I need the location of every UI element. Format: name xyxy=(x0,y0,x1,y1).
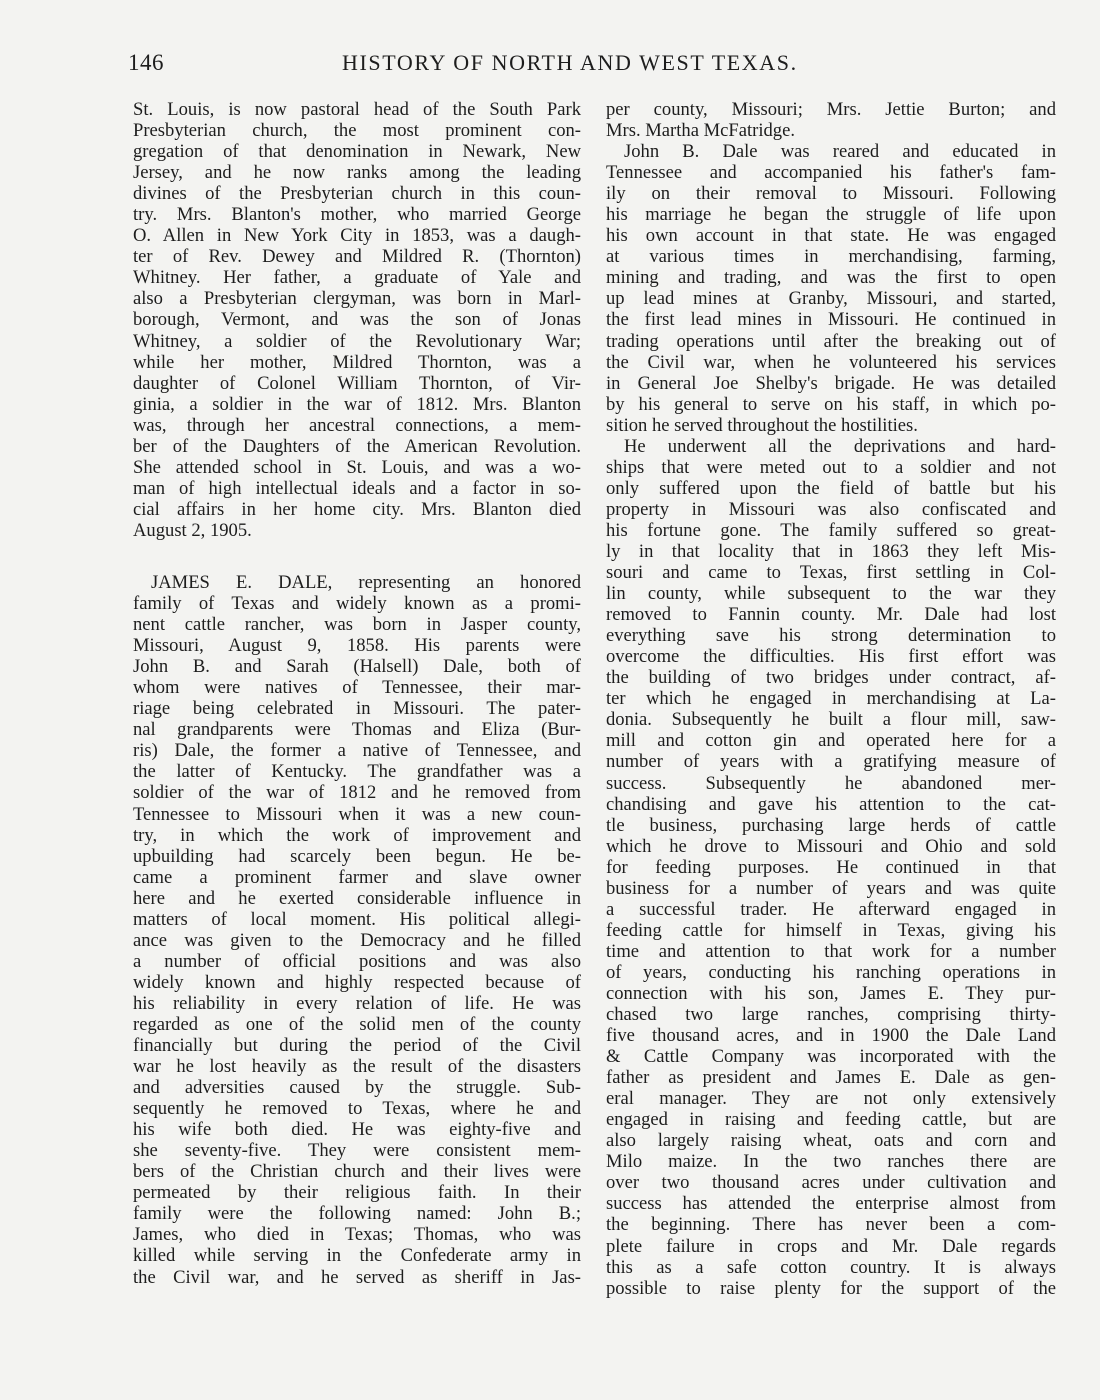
text-line: lin county, while subsequent to the war they xyxy=(606,583,1056,605)
text-line: the Civil war, when he volunteered his services xyxy=(606,351,1056,373)
text-line: Tennessee and accompanied his father's fam- xyxy=(606,162,1056,184)
text-line: borough, Vermont, and was the son of Jonas xyxy=(133,309,581,331)
text-line: a successful trader. He afterward engaged in xyxy=(606,898,1056,920)
text-line: success. Subsequently he abandoned mer- xyxy=(606,772,1056,794)
text-line: souri and came to Texas, first settling in Col- xyxy=(606,562,1056,584)
text-line: sequently he removed to Texas, where he and xyxy=(133,1098,581,1120)
paragraph-civil-war-and-texas xyxy=(606,436,1056,1299)
text-line: the latter of Kentucky. The grandfather was a xyxy=(133,761,581,783)
text-line: ly in that locality that in 1863 they left Mis- xyxy=(606,540,1056,562)
text-line: and adversities caused by the struggle. Sub- xyxy=(133,1077,581,1099)
text-line: Whitney. Her father, a graduate of Yale and xyxy=(133,267,581,289)
text-line: John B. and Sarah (Halsell) Dale, both of xyxy=(133,656,581,678)
text-line: this as a safe cotton country. It is always xyxy=(606,1256,1056,1278)
text-line: nal grandparents were Thomas and Eliza (Bur- xyxy=(133,719,581,741)
left-column xyxy=(133,99,581,1288)
text-line: ris) Dale, the former a native of Tennessee, and xyxy=(133,740,581,762)
paragraph-james-e-dale xyxy=(133,572,581,1288)
text-line: chased two large ranches, comprising thirty- xyxy=(606,1004,1056,1026)
text-line: business for a number of years and was quite xyxy=(606,877,1056,899)
text-line: in General Joe Shelby's brigade. He was detailed xyxy=(606,372,1056,394)
text-line: father as president and James E. Dale as gen- xyxy=(606,1067,1056,1089)
text-line: his reliability in every relation of life. He was xyxy=(133,992,581,1014)
text-line: try. Mrs. Blanton's mother, who married George xyxy=(133,204,581,226)
text-line: at various times in merchandising, farming, xyxy=(606,246,1056,268)
text-line: number of years with a gratifying measure of xyxy=(606,751,1056,773)
text-line: ships that were meted out to a soldier and not xyxy=(606,456,1056,478)
text-line: trading operations until after the breaking out of xyxy=(606,330,1056,352)
text-line: permeated by their religious faith. In their xyxy=(133,1182,581,1204)
text-line: feeding cattle for himself in Texas, giving his xyxy=(606,919,1056,941)
text-line: ber of the Daughters of the American Revolution. xyxy=(133,435,581,457)
text-line: donia. Subsequently he built a flour mill, saw- xyxy=(606,709,1056,731)
text-line: which he drove to Missouri and Ohio and sold xyxy=(606,835,1056,857)
text-line: was, through her ancestral connections, a mem- xyxy=(133,414,581,436)
text-line: nent cattle rancher, was born in Jasper county, xyxy=(133,614,581,636)
text-line: a number of official positions and was also xyxy=(133,950,581,972)
text-line: up lead mines at Granby, Missouri, and started, xyxy=(606,288,1056,310)
text-line: riage being celebrated in Missouri. The pater- xyxy=(133,698,581,720)
page-header xyxy=(128,50,1058,82)
text-line: upbuilding had scarcely been begun. He be- xyxy=(133,845,581,867)
text-line: success has attended the enterprise almost from xyxy=(606,1193,1056,1215)
text-line: soldier of the war of 1812 and he removed from xyxy=(133,782,581,804)
text-line: here and he exerted considerable influence in xyxy=(133,887,581,909)
text-line: came a prominent farmer and slave owner xyxy=(133,866,581,888)
text-line: overcome the difficulties. His first effort was xyxy=(606,646,1056,668)
text-line: family were the following named: John B.; xyxy=(133,1203,581,1225)
text-line: tle business, purchasing large herds of cattle xyxy=(606,814,1056,836)
text-line: per county, Missouri; Mrs. Jettie Burton; and xyxy=(606,99,1056,120)
section-gap xyxy=(133,562,581,572)
paragraph-family-list-end xyxy=(606,99,1056,141)
text-line: August 2, 1905. xyxy=(133,519,252,541)
text-line: Mrs. Martha McFatridge. xyxy=(606,120,795,142)
text-line: plete failure in crops and Mr. Dale regards xyxy=(606,1235,1056,1257)
text-line: his marriage he began the struggle of life upon xyxy=(606,204,1056,226)
text-line: widely known and highly respected because of xyxy=(133,971,581,993)
text-line: JAMES E. DALE, representing an honored xyxy=(151,571,581,593)
text-line: chandising and gave his attention to the cat- xyxy=(606,793,1056,815)
paragraph-blanton-continuation xyxy=(133,99,581,541)
text-line: ginia, a soldier in the war of 1812. Mrs. Blanton xyxy=(133,393,581,415)
paragraph-john-b-dale xyxy=(606,141,1056,436)
text-line: Tennessee to Missouri when it was a new coun- xyxy=(133,803,581,825)
text-line: daughter of Colonel William Thornton, of Vir- xyxy=(133,372,581,394)
text-line: his own account in that state. He was engaged xyxy=(606,225,1056,247)
text-line: removed to Fannin county. Mr. Dale had lost xyxy=(606,604,1056,626)
text-line: family of Texas and widely known as a promi- xyxy=(133,593,581,615)
text-line: Whitney, a soldier of the Revolutionary War; xyxy=(133,330,581,352)
text-line: also largely raising wheat, oats and corn and xyxy=(606,1130,1056,1152)
text-line: divines of the Presbyterian church in this coun- xyxy=(133,183,581,205)
text-line: possible to raise plenty for the support of the xyxy=(606,1277,1056,1299)
text-line: gregation of that denomination in Newark, New xyxy=(133,141,581,163)
text-line: property in Missouri was also confiscated and xyxy=(606,498,1056,520)
text-line: Jersey, and he now ranks among the leading xyxy=(133,162,581,184)
text-line: Presbyterian church, the most prominent con- xyxy=(133,120,581,142)
text-line: ily on their removal to Missouri. Following xyxy=(606,183,1056,205)
text-line: the Civil war, and he served as sheriff in Jas- xyxy=(133,1266,581,1288)
text-line: engaged in raising and feeding cattle, but are xyxy=(606,1109,1056,1131)
text-line: Milo maize. In the two ranches there are xyxy=(606,1151,1056,1173)
text-line: mill and cotton gin and operated here for a xyxy=(606,730,1056,752)
text-line: five thousand acres, and in 1900 the Dale Land xyxy=(606,1025,1056,1047)
text-line: Missouri, August 9, 1858. His parents were xyxy=(133,635,581,657)
text-line: cial affairs in her home city. Mrs. Blanton died xyxy=(133,498,581,520)
text-line: of years, conducting his ranching operations in xyxy=(606,961,1056,983)
text-line: while her mother, Mildred Thornton, was a xyxy=(133,351,581,373)
text-line: his fortune gone. The family suffered so great- xyxy=(606,519,1056,541)
text-line: John B. Dale was reared and educated in xyxy=(624,141,1056,163)
text-line: mining and trading, and was the first to open xyxy=(606,267,1056,289)
text-line: the beginning. There has never been a com- xyxy=(606,1214,1056,1236)
text-line: bers of the Christian church and their lives were xyxy=(133,1161,581,1183)
text-line: time and attention to that work for a number xyxy=(606,940,1056,962)
text-line: regarded as one of the solid men of the county xyxy=(133,1013,581,1035)
text-line: eral manager. They are not only extensively xyxy=(606,1088,1056,1110)
text-line: connection with his son, James E. They pur- xyxy=(606,982,1056,1004)
text-line: the first lead mines in Missouri. He continued in xyxy=(606,309,1056,331)
text-line: she seventy-five. They were consistent mem- xyxy=(133,1140,581,1162)
page-number: 146 xyxy=(128,50,164,75)
text-line: only suffered upon the field of battle but his xyxy=(606,477,1056,499)
text-line: try, in which the work of improvement and xyxy=(133,824,581,846)
text-line: also a Presbyterian clergyman, was born in Marl- xyxy=(133,288,581,310)
text-line: sition he served throughout the hostilities. xyxy=(606,414,918,436)
text-line: ter of Rev. Dewey and Mildred R. (Thornton) xyxy=(133,246,581,268)
text-line: his wife both died. He was eighty-five and xyxy=(133,1119,581,1141)
text-line: everything save his strong determination to xyxy=(606,625,1056,647)
text-line: war he lost heavily as the result of the disasters xyxy=(133,1056,581,1078)
text-line: man of high intellectual ideals and a factor in so- xyxy=(133,477,581,499)
text-line: matters of local moment. His political allegi- xyxy=(133,908,581,930)
text-line: over two thousand acres under cultivation and xyxy=(606,1172,1056,1194)
text-line: He underwent all the deprivations and hard- xyxy=(624,435,1056,457)
text-line: the building of two bridges under contract, af- xyxy=(606,667,1056,689)
text-line: ter which he engaged in merchandising at La- xyxy=(606,688,1056,710)
text-line: James, who died in Texas; Thomas, who was xyxy=(133,1224,581,1246)
text-line: St. Louis, is now pastoral head of the South Park xyxy=(133,99,581,120)
text-line: ance was given to the Democracy and he filled xyxy=(133,929,581,951)
text-line: for feeding purposes. He continued in that xyxy=(606,856,1056,878)
running-title: HISTORY OF NORTH AND WEST TEXAS. xyxy=(342,50,798,75)
text-line: whom were natives of Tennessee, their mar- xyxy=(133,677,581,699)
text-line: by his general to serve on his staff, in which po- xyxy=(606,393,1056,415)
right-column xyxy=(606,99,1056,1299)
text-line: killed while serving in the Confederate army in xyxy=(133,1245,581,1267)
text-line: She attended school in St. Louis, and was a wo- xyxy=(133,456,581,478)
text-line: O. Allen in New York City in 1853, was a daugh- xyxy=(133,225,581,247)
section-gap xyxy=(133,541,581,562)
text-line: financially but during the period of the Civil xyxy=(133,1035,581,1057)
text-line: & Cattle Company was incorporated with the xyxy=(606,1046,1056,1068)
